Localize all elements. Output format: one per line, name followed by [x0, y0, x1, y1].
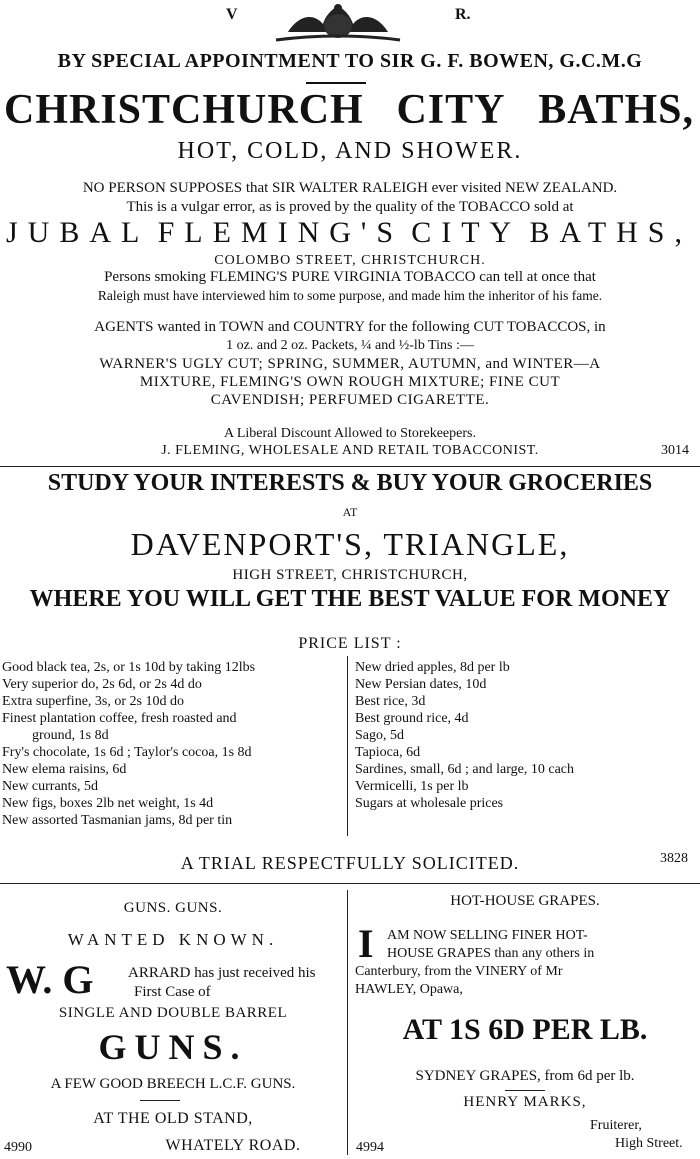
agents-line-2: 1 oz. and 2 oz. Packets, ¼ and ½-lb Tins :—: [226, 338, 474, 353]
price-item: New Persian dates, 10d: [355, 677, 487, 692]
raleigh-line-3: Persons smoking FLEMING'S PURE VIRGINIA TOBACCO can tell at once that: [104, 269, 596, 285]
jubal-word: FLEMING'S: [157, 216, 403, 249]
price-column-divider: [347, 656, 348, 836]
price-item: Sago, 5d: [355, 728, 404, 743]
tobacconist-signature: J. FLEMING, WHOLESALE AND RETAIL TOBACCONIST.: [161, 443, 539, 458]
column-divider: [347, 890, 348, 1155]
fruiterer: Fruiterer,: [590, 1118, 642, 1133]
price-item: Sardines, small, 6d ; and large, 10 cach: [355, 762, 575, 777]
colombo-street: COLOMBO STREET, CHRISTCHURCH.: [214, 253, 486, 268]
wanted-known: WANTED KNOWN.: [67, 930, 279, 949]
guns-line-4: A FEW GOOD BREECH L.C.F. GUNS.: [50, 1076, 296, 1092]
baths-title: [4, 86, 694, 134]
price-item: New assorted Tasmanian jams, 8d per tin: [2, 813, 233, 828]
agents-line-4: MIXTURE, FLEMING'S OWN ROUGH MIXTURE; FINE CUT: [139, 374, 561, 390]
price-item: New elema raisins, 6d: [2, 762, 127, 777]
jubal-word: BATHS,: [529, 216, 692, 249]
price-item: Good black tea, 2s, or 1s 10d by taking 12lbs: [2, 660, 256, 675]
price-item: New figs, boxes 2lb net weight, 1s 4d: [2, 796, 214, 811]
guns-big-title: GUNS.: [98, 1027, 248, 1067]
price-item: Best rice, 3d: [355, 694, 426, 709]
ad-number: 4990: [4, 1140, 32, 1155]
price-list-right: [355, 659, 695, 812]
divider: [140, 1100, 180, 1101]
high-street: High Street.: [615, 1136, 683, 1151]
appointment-line: BY SPECIAL APPOINTMENT TO SIR G. F. BOWEN, G.C.M.G: [57, 50, 643, 72]
ad-number: 3828: [660, 851, 688, 866]
sydney-grapes: SYDNEY GRAPES, from 6d per lb.: [415, 1068, 635, 1084]
grapes-line-4: HAWLEY, Opawa,: [355, 982, 463, 997]
agents-line-3: WARNER'S UGLY CUT; SPRING, SUMMER, AUTUMN, and WINTER—A: [99, 356, 601, 372]
grapes-heading: HOT-HOUSE GRAPES.: [450, 893, 600, 909]
title-word: CHRISTCHURCH: [4, 87, 364, 133]
price-list-title: PRICE LIST :: [298, 635, 402, 652]
discount-line: A Liberal Discount Allowed to Storekeepers.: [224, 426, 476, 441]
davenport-street: HIGH STREET, CHRISTCHURCH,: [232, 567, 468, 583]
garrard-initials: W. G: [6, 957, 94, 1002]
groceries-headline: STUDY YOUR INTERESTS & BUY YOUR GROCERIES: [47, 470, 653, 496]
price-item: Very superior do, 2s 6d, or 2s 4d do: [2, 677, 202, 692]
best-value-slogan: WHERE YOU WILL GET THE BEST VALUE FOR MONEY: [29, 586, 671, 612]
ad-number: 3014: [661, 443, 689, 458]
price-item: Fry's chocolate, 1s 6d ; Taylor's cocoa, 1s 8d: [2, 745, 252, 760]
henry-marks: HENRY MARKS,: [463, 1094, 587, 1110]
price-item: Vermicelli, 1s per lb: [355, 779, 469, 794]
grapes-line-1: AM NOW SELLING FINER HOT-: [387, 928, 588, 943]
price-item: Sugars at wholesale prices: [355, 796, 504, 811]
agents-line-5: CAVENDISH; PERFUMED CIGARETTE.: [210, 392, 490, 408]
jubal-word: CITY: [411, 216, 522, 249]
grapes-initial: I: [358, 921, 374, 966]
guns-heading: GUNS. GUNS.: [123, 900, 223, 916]
raleigh-line-4: Raleigh must have interviewed him to some purpose, and made him the inheritor of his fame.: [97, 288, 603, 303]
guns-line-6: WHATELY ROAD.: [165, 1137, 301, 1154]
guns-line-3: SINGLE AND DOUBLE BARREL: [58, 1005, 288, 1021]
crest-letter-r: R.: [455, 6, 471, 23]
guns-line-1: ARRARD has just received his: [128, 965, 316, 981]
raleigh-line-2: This is a vulgar error, as is proved by the quality of the TOBACCO sold at: [126, 199, 574, 215]
baths-subtitle: HOT, COLD, AND SHOWER.: [177, 138, 523, 164]
title-word: BATHS,: [538, 87, 694, 133]
trial-line: A TRIAL RESPECTFULLY SOLICITED.: [180, 853, 520, 873]
price-list-left: [2, 659, 344, 829]
crest-letter-v: V: [226, 6, 238, 23]
price-item: New dried apples, 8d per lb: [355, 660, 510, 675]
davenports-name: DAVENPORT'S, TRIANGLE,: [130, 526, 570, 562]
divider: [505, 1090, 545, 1091]
grapes-line-2: HOUSE GRAPES than any others in: [387, 946, 595, 961]
at-line: AT: [342, 505, 358, 519]
agents-line-1: AGENTS wanted in TOWN and COUNTRY for the following CUT TOBACCOS, in: [94, 319, 606, 335]
grapes-price: AT 1S 6D PER LB.: [402, 1013, 648, 1046]
price-item: New currants, 5d: [2, 779, 99, 794]
price-item: Best ground rice, 4d: [355, 711, 469, 726]
title-word: CITY: [396, 87, 506, 133]
divider: [0, 466, 700, 467]
price-item: Extra superfine, 3s, or 2s 10d do: [2, 694, 184, 709]
divider: [306, 82, 366, 84]
price-item: Tapioca, 6d: [355, 745, 421, 760]
ad-number: 4994: [356, 1140, 384, 1155]
grapes-line-3: Canterbury, from the VINERY of Mr: [355, 964, 563, 979]
raleigh-line-1: NO PERSON SUPPOSES that SIR WALTER RALEIGH ever visited NEW ZEALAND.: [82, 180, 618, 196]
guns-line-5: AT THE OLD STAND,: [93, 1110, 253, 1127]
royal-crest-icon: [268, 2, 408, 44]
divider: [0, 883, 700, 884]
guns-line-2: First Case of: [134, 984, 211, 1000]
jubal-word: JUBAL: [6, 216, 150, 249]
price-item: Finest plantation coffee, fresh roasted and: [2, 711, 237, 726]
price-item: ground, 1s 8d: [32, 728, 109, 743]
jubal-fleming-line: [6, 216, 692, 250]
